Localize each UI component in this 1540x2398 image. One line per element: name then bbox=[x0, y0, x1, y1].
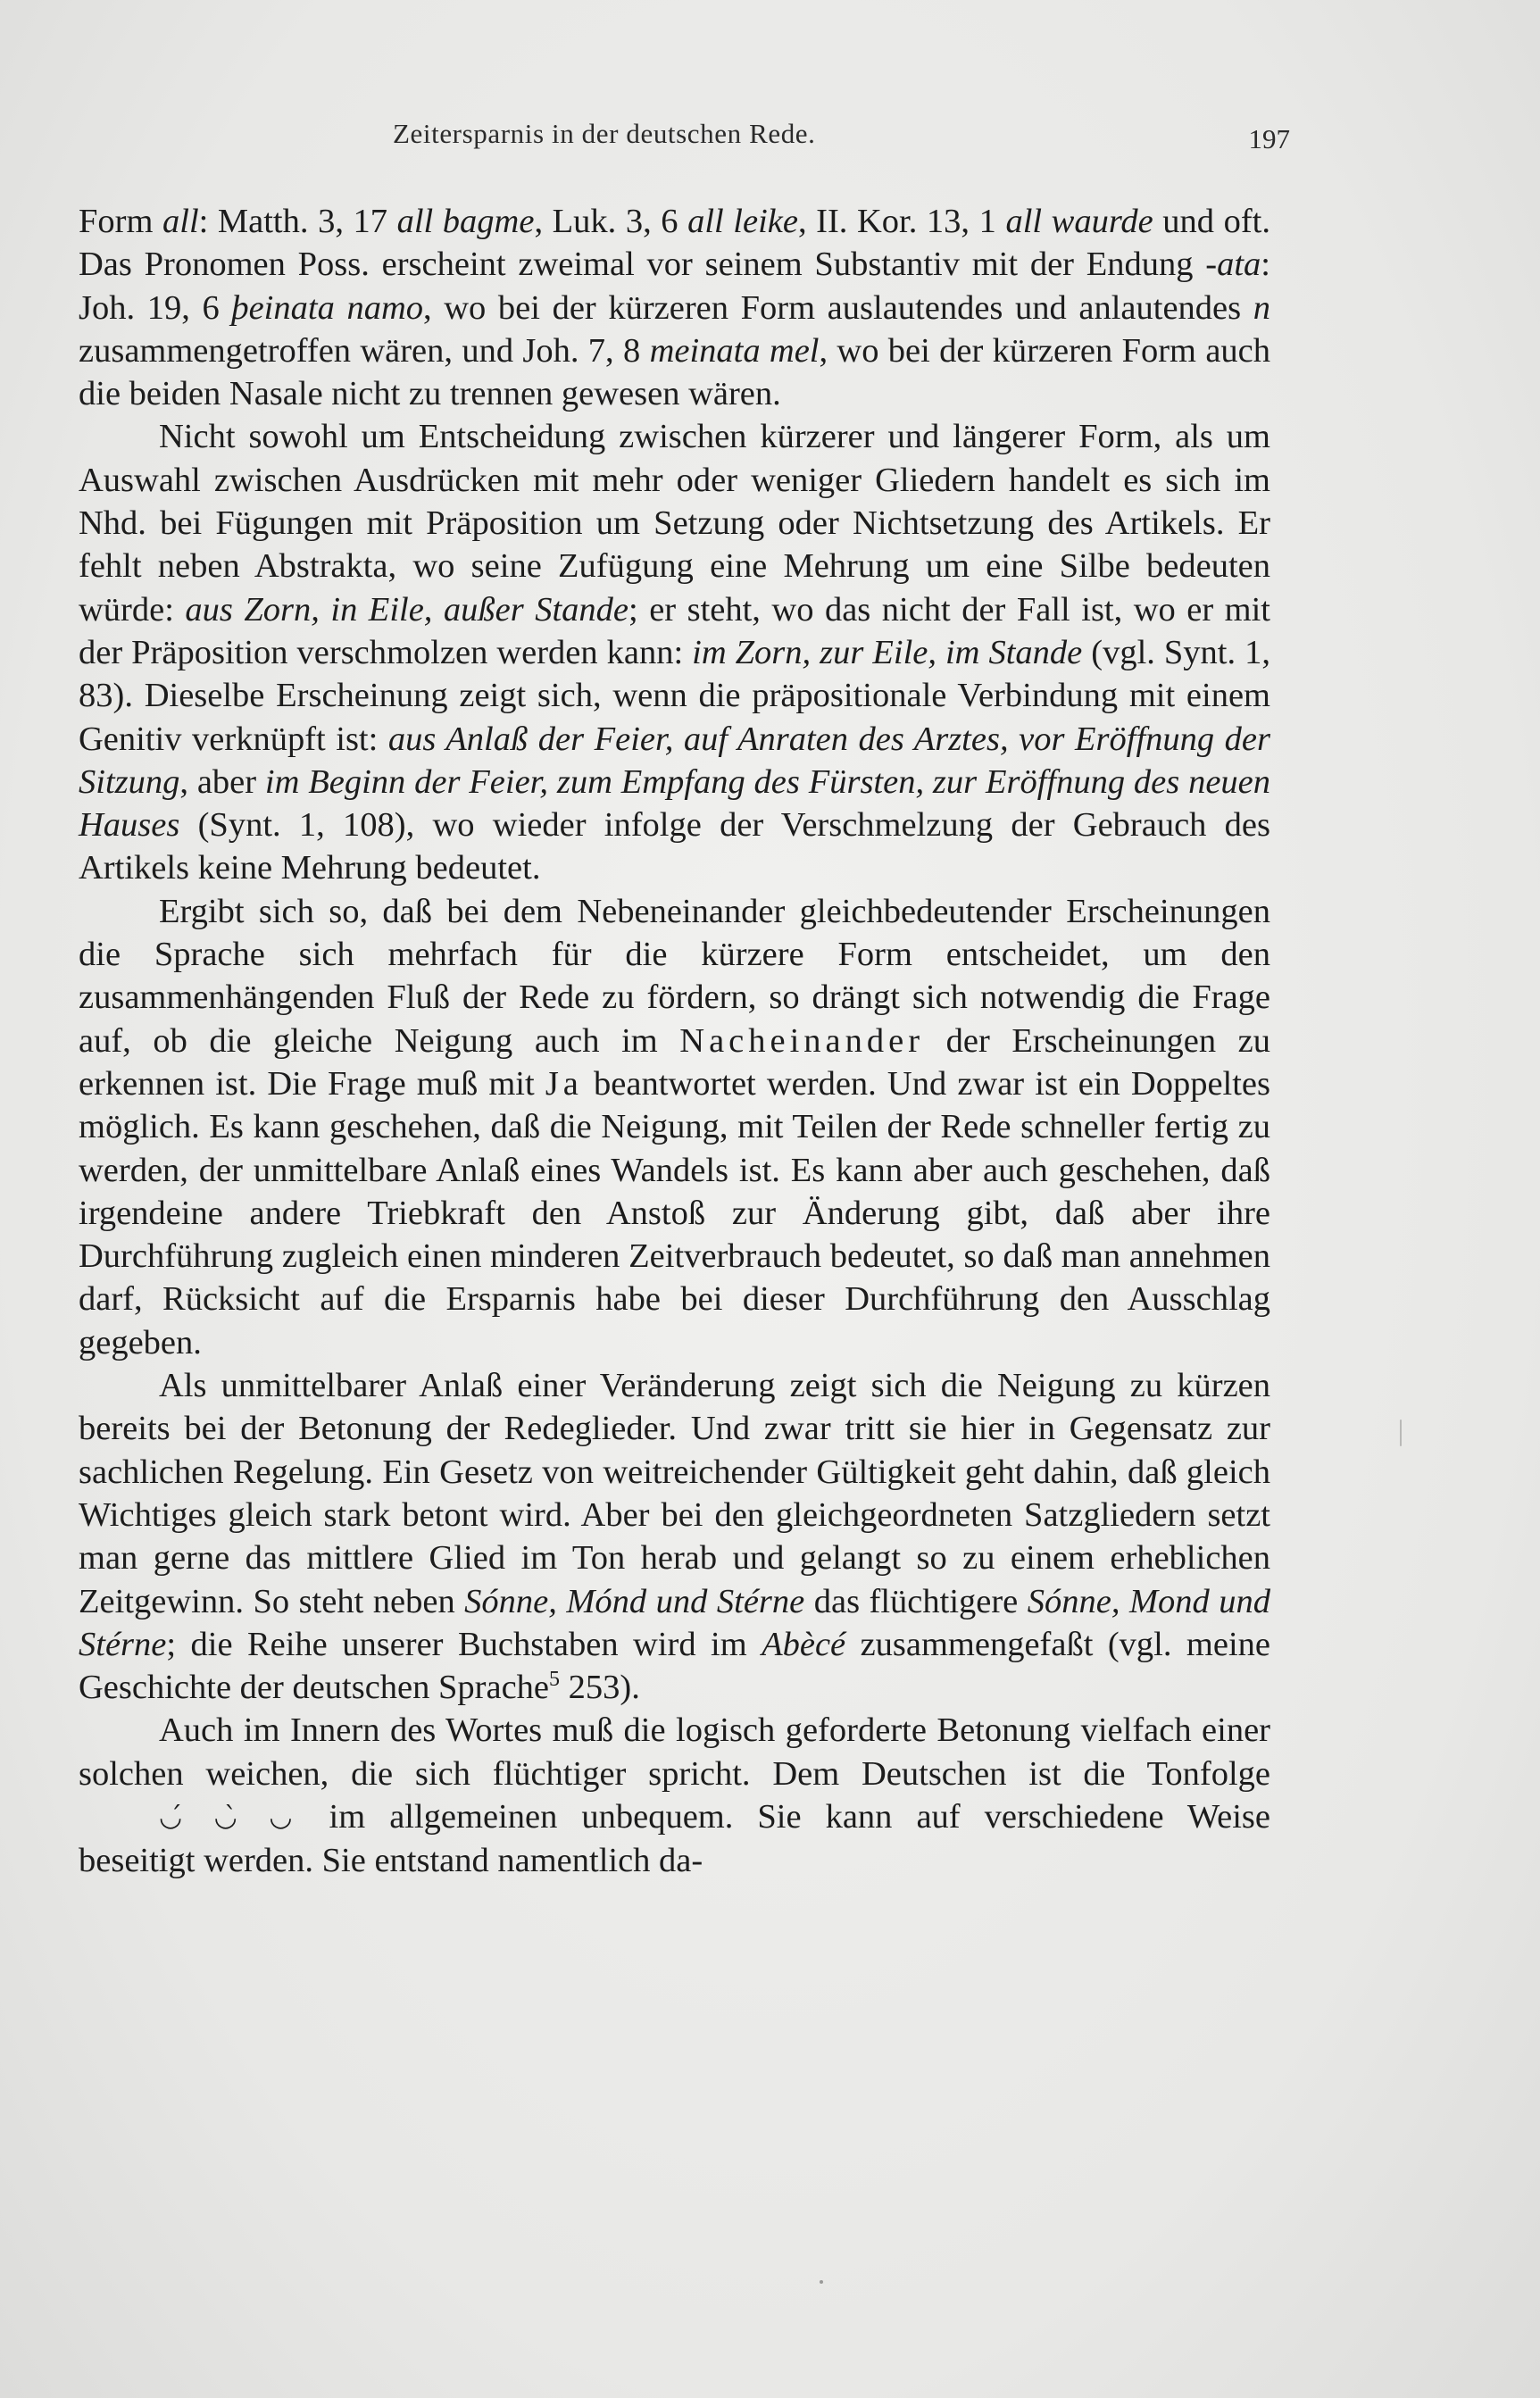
paragraph bbox=[79, 200, 1270, 415]
paragraph bbox=[79, 415, 1270, 889]
text-run: Nicht sowohl um Entscheidung zwischen kürzerer und längerer Form, als um Auswahl zwischen Ausdrücken mit mehr oder weniger Gliedern handelt es sich im Nhd. bei Fügungen mit Präposition um Setzung oder Nichtsetzung des Artikels. Er fehlt neben Abstrakta, wo seine Zufügung eine Mehrung um eine Silbe bedeuten würde: bbox=[79, 418, 1270, 629]
text-run: zusammengefaßt (vgl. meine Geschichte der deutschen Sprache bbox=[79, 1625, 1270, 1707]
text-run: 253). bbox=[560, 1669, 640, 1707]
text-run: ; er steht, wo das nicht der Fall ist, wo er mit der Präposition verschmolzen werden kann: bbox=[79, 590, 1270, 671]
text-run: Auch im Innern des Wortes muß die logisch geforderte Betonung vielfach einer solchen weichen, die sich flüchtiger spricht. Dem Deutschen ist die Tonfolge bbox=[79, 1711, 1270, 1793]
running-head bbox=[80, 118, 1290, 154]
italic-text: Abècé bbox=[762, 1625, 846, 1663]
text-run: : Joh. 19, 6 bbox=[79, 246, 1270, 327]
text-run: , II. Kor. 13, 1 bbox=[797, 203, 1006, 240]
paragraph bbox=[79, 890, 1270, 1364]
text-run: , wo bei der kürzeren Form auslautendes und anlautendes bbox=[423, 288, 1253, 327]
italic-text: -ata bbox=[1205, 246, 1261, 284]
italic-text: im Beginn der Feier, zum Empfang des Fürsten, zur Eröffnung des neuen Hauses bbox=[79, 762, 1270, 845]
text-run: das flüchtigere bbox=[804, 1582, 1028, 1620]
body-text bbox=[79, 200, 1270, 1883]
text-run: , Luk. 3, 6 bbox=[534, 203, 688, 240]
paper-speck bbox=[1400, 1420, 1402, 1446]
italic-text: aus Zorn, in Eile, außer Stande bbox=[185, 590, 629, 629]
text-run: beantwortet werden. Und zwar ist ein Doppeltes möglich. Es kann geschehen, daß die Neigung, mit Teilen der Rede schneller fertig zu werden, der unmittelbare Anlaß eines Wandels ist. Es kann aber auch geschehen, daß irgendeine andere Triebkraft den Anstoß zur Änderung gibt, daß aber ihre Durchführung zugleich einen minderen Zeitverbrauch bedeutet, so daß man annehmen darf, Rücksicht auf die Ersparnis habe bei dieser Durchführung den Ausschlag gegeben. bbox=[79, 1064, 1270, 1361]
text-run: der Erscheinungen zu erkennen ist. Die Frage muß mit bbox=[79, 1021, 1270, 1103]
text-run: (vgl. Synt. 1, 83). Dieselbe Erscheinung zeigt sich, wenn die präpositionale Verbindung mit einem Genitiv verknüpft ist: bbox=[79, 633, 1270, 758]
italic-text: Sónne, Mónd und Stérne bbox=[464, 1582, 805, 1620]
text-run: (Synt. 1, 108), wo wieder infolge der Verschmelzung der Gebrauch des Artikels keine Mehrung bedeutet. bbox=[79, 806, 1270, 887]
text-run: Als unmittelbarer Anlaß einer Veränderung zeigt sich die Neigung zu kürzen bereits bei der Betonung der Redeglieder. Und zwar tritt sie hier in Gegensatz zur sachlichen Regelung. Ein Gesetz von weitreichender Gültigkeit geht dahin, daß gleich Wichtiges gleich stark betont wird. Aber bei den gleichgeordneten Satzgliedern setzt man gerne das mittlere Glied im Ton herab und gelangt so zu einem erheblichen Zeitgewinn. So steht neben bbox=[79, 1367, 1270, 1620]
italic-text: aus Anlaß der Feier, auf Anraten des Arztes, vor Eröffnung der Sitzung bbox=[79, 720, 1271, 801]
italic-text: Sónne, Mond und Stérne bbox=[79, 1582, 1270, 1663]
text-run: zusammengetroffen wären, und Joh. 7, 8 bbox=[79, 331, 650, 370]
italic-text: all waurde bbox=[1005, 203, 1153, 240]
text-run: und oft. Das Pronomen Poss. erscheint zweimal vor seinem Substantiv mit der Endung bbox=[79, 203, 1270, 284]
spaced-emphasis: Nacheinander bbox=[679, 1021, 925, 1060]
italic-text: þeinata namo bbox=[231, 288, 423, 327]
paragraph bbox=[79, 1709, 1270, 1882]
italic-text: meinata mel bbox=[649, 331, 820, 370]
running-title: Zeitersparnis in der deutschen Rede. bbox=[393, 118, 816, 149]
page-number: 197 bbox=[1248, 123, 1290, 154]
italic-text: im Zorn, zur Eile, im Stande bbox=[692, 633, 1083, 671]
paper-speck bbox=[820, 2280, 823, 2284]
paragraph bbox=[79, 1364, 1270, 1709]
tone-pattern: ◡́ ◡̀ ◡ bbox=[159, 1802, 305, 1832]
italic-text: n bbox=[1253, 288, 1270, 327]
spaced-emphasis: Ja bbox=[545, 1064, 583, 1103]
text-run: : Matth. 3, 17 bbox=[198, 203, 397, 240]
text-run: Ergibt sich so, daß bei dem Nebeneinander gleichbedeutender Erscheinungen die Sprache sich mehrfach für die kürzere Form entscheidet, um den zusammenhängenden Fluß der Rede zu fördern, so drängt sich notwendig die Frage auf, ob die gleiche Neigung auch im bbox=[79, 892, 1270, 1060]
text-run: , aber bbox=[179, 762, 265, 801]
italic-text: all leike bbox=[687, 203, 798, 240]
text-run: , wo bei der kürzeren Form auch die beiden Nasale nicht zu trennen gewesen wären. bbox=[79, 331, 1270, 413]
text-run: ; die Reihe unserer Buchstaben wird im bbox=[166, 1625, 762, 1663]
text-run: im allgemeinen unbequem. Sie kann auf verschiedene Weise beseitigt werden. Sie entstand namentlich da- bbox=[79, 1797, 1270, 1880]
italic-text: all bbox=[162, 203, 199, 240]
text-run: Form bbox=[79, 203, 162, 240]
footnote-superscript: 5 bbox=[549, 1668, 561, 1692]
italic-text: all bagme bbox=[396, 203, 535, 240]
